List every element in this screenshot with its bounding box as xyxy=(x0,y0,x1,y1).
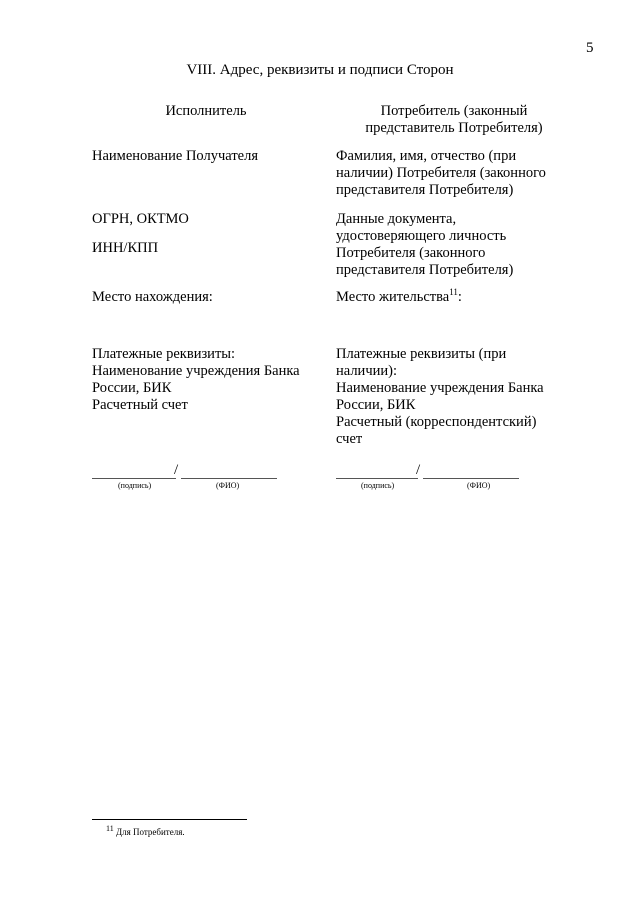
footnote xyxy=(106,826,185,838)
consumer-identity-document: Данные документа, удостоверяющего личность Потребителя (законного представителя Потребителя) xyxy=(336,211,514,278)
consumer-residence-label: Место жительства xyxy=(336,289,450,305)
consumer-signature-line xyxy=(336,478,418,479)
executor-fio-label: (ФИО) xyxy=(216,481,240,490)
executor-fio-line xyxy=(181,478,277,479)
executor-location: Место нахождения: xyxy=(92,289,213,305)
consumer-residence-colon: : xyxy=(457,289,462,305)
executor-signature-line xyxy=(92,478,176,479)
executor-signature-slash: / xyxy=(174,462,179,478)
executor-bank-institution: Наименование учреждения Банка России, БИК xyxy=(92,363,300,396)
executor-ogrn-oktmo: ОГРН, ОКТМО xyxy=(92,211,189,227)
consumer-fio-line xyxy=(423,478,519,479)
executor-recipient-name: Наименование Получателя xyxy=(92,148,259,164)
footnote-number: 11 xyxy=(106,824,114,833)
consumer-heading: Потребитель (законный представитель Потребителя) xyxy=(365,103,543,136)
footnote-separator xyxy=(92,819,247,820)
page-number: 5 xyxy=(586,40,594,56)
consumer-fio-label: (ФИО) xyxy=(467,481,491,490)
consumer-residence xyxy=(336,289,572,306)
consumer-signature-label: (подпись) xyxy=(361,481,395,490)
consumer-payment-details: Платежные реквизиты (при наличии): xyxy=(336,346,507,379)
consumer-bank-institution: Наименование учреждения Банка России, БИК xyxy=(336,380,544,413)
consumer-correspondent-account: Расчетный (корреспондентский) счет xyxy=(336,414,537,447)
executor-inn-kpp: ИНН/КПП xyxy=(92,240,159,256)
section-title: VIII. Адрес, реквизиты и подписи Сторон xyxy=(186,62,454,78)
consumer-signature-slash: / xyxy=(416,462,421,478)
executor-signature-label: (подпись) xyxy=(118,481,152,490)
executor-heading: Исполнитель xyxy=(165,103,247,119)
executor-payment-details: Платежные реквизиты: xyxy=(92,346,236,362)
executor-settlement-account: Расчетный счет xyxy=(92,397,188,413)
consumer-full-name: Фамилия, имя, отчество (при наличии) Потребителя (законного представителя Потребителя) xyxy=(336,148,546,198)
footnote-text: Для Потребителя. xyxy=(115,827,185,837)
footnote-reference: 11 xyxy=(449,287,458,298)
